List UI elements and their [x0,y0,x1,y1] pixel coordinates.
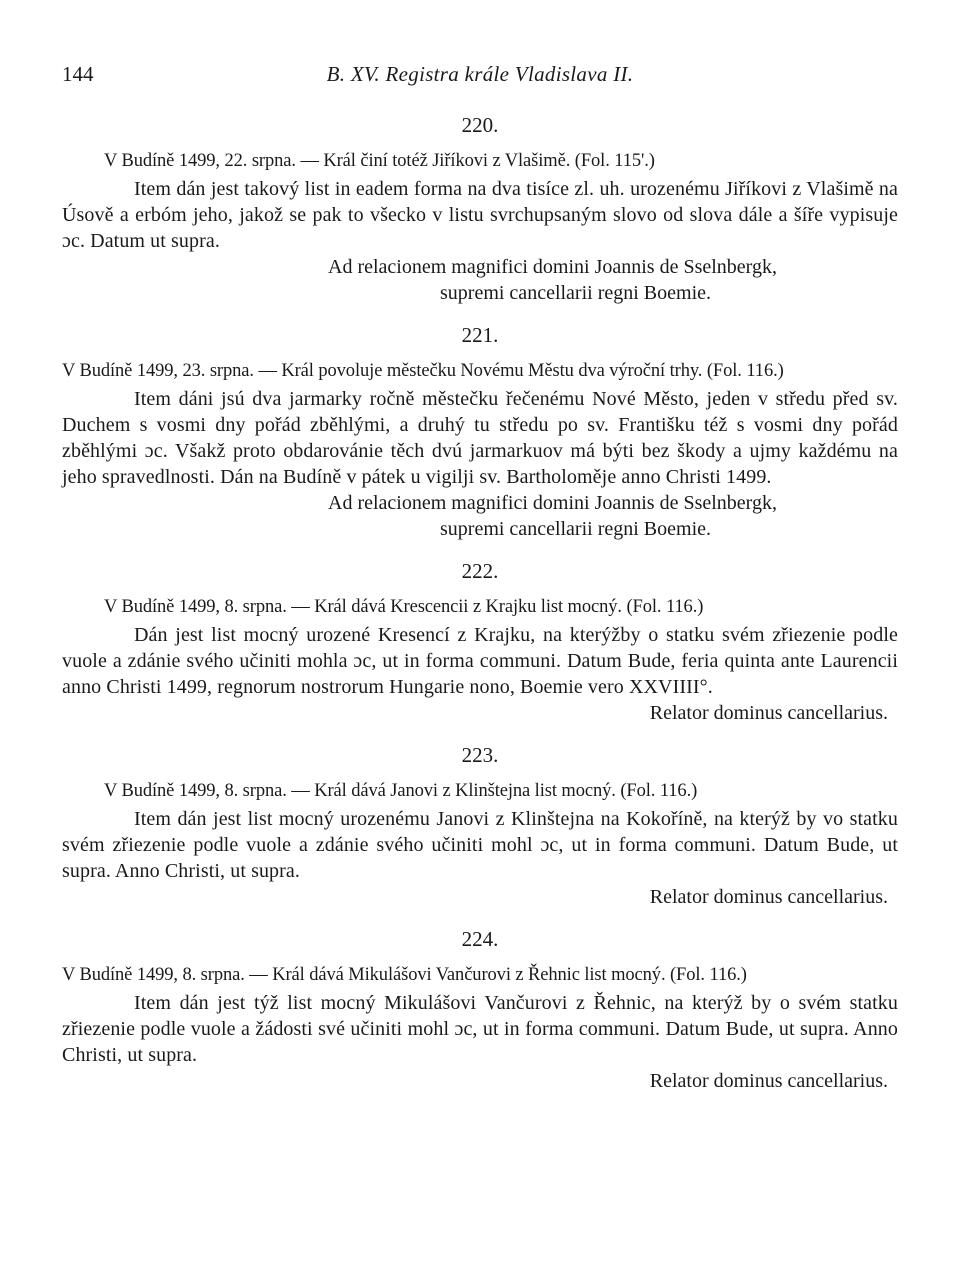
page-number: 144 [62,62,94,86]
entry-223 [62,740,898,910]
entry-relator: Relator dominus cancellarius. [649,886,888,908]
entries [62,110,898,1108]
entry-relator: Relator dominus cancellarius. [649,1070,888,1092]
entry-text: Item dáni jsú dva jarmarky ročně městečku řečenému Nové Město, jeden v středu před sv. Duchem s vosmi dny pořád zběhlými, a druhý tu středu po sv. Františku též s vosmi dny pořád zběhlými ɔc. Všakž proto obdarovánie těch dvú jarmarkuov má býti bez škody a ujmy každému na jeho spravedlnosti. Dán na Budíně v pátek u vigilji sv. Bartholoměje anno Christi 1499. [62,388,898,488]
entry-number: 221. [461,323,499,347]
entry-relacio-line1: Ad relacionem magnifici domini Joannis de Sselnbergk, [328,492,777,514]
entry-regest: V Budíně 1499, 22. srpna. — Král činí totéž Jiříkovi z Vlašimě. (Fol. 115'.) [104,151,655,171]
entry-text: Item dán jest týž list mocný Mikulášovi Vančurovi z Řehnic, na kterýž by o svém statku zřiezenie podle vuole a žádosti své učiniti mohl ɔc, ut in forma communi. Datum Bude, ut supra. Anno Christi, ut supra. [62,992,898,1066]
entry-relacio-line1: Ad relacionem magnifici domini Joannis de Sselnbergk, [328,256,777,278]
entry-regest: V Budíně 1499, 8. srpna. — Král dává Janovi z Klinštejna list mocný. (Fol. 116.) [104,781,698,801]
entry-number: 224. [461,927,499,951]
running-title: B. XV. Registra krále Vladislava II. [326,62,634,86]
entry-number: 223. [461,743,499,767]
entry-text: Item dán jest list mocný urozenému Janovi z Klinštejna na Kokoříně, na kterýž by vo statku svém zřiezenie podle vuole a zdánie svého učiniti mohl ɔc, ut in forma communi. Datum Bude, ut supra. Anno Christi, ut supra. [62,808,898,882]
entry-222 [62,556,898,726]
entry-220 [62,110,898,306]
entry-224 [62,924,898,1094]
entry-text: Dán jest list mocný urozené Kresencí z Krajku, na kterýžby o statku svém zřiezenie podle vuole a zdánie svého učiniti mohla ɔc, ut in forma communi. Datum Bude, feria quinta ante Laurencii anno Christi 1499, regnorum nostrorum Hungarie nono, Boemie vero XXVIIII°. [62,624,898,698]
entry-relator: Relator dominus cancellarius. [649,702,888,724]
page-header [62,62,898,92]
entry-number: 222. [461,559,499,583]
entry-regest: V Budíně 1499, 8. srpna. — Král dává Mikulášovi Vančurovi z Řehnic list mocný. (Fol. 116.) [62,965,747,985]
entry-relacio-line2: supremi cancellarii regni Boemie. [440,282,712,304]
entry-text: Item dán jest takový list in eadem forma na dva tisíce zl. uh. urozenému Jiříkovi z Vlašimě na Úsově a erbóm jeho, jakož se pak to všecko v listu svrchupsaným slovo od slova dále a šíře vypisuje ɔc. Datum ut supra. [62,178,898,252]
entry-regest: V Budíně 1499, 8. srpna. — Král dává Krescencii z Krajku list mocný. (Fol. 116.) [104,597,704,617]
entry-221 [62,320,898,542]
entry-relacio-line2: supremi cancellarii regni Boemie. [440,518,712,540]
entry-regest: V Budíně 1499, 23. srpna. — Král povoluje městečku Novému Městu dva výroční trhy. (Fol. 116.) [62,361,784,381]
entry-number: 220. [461,113,499,137]
